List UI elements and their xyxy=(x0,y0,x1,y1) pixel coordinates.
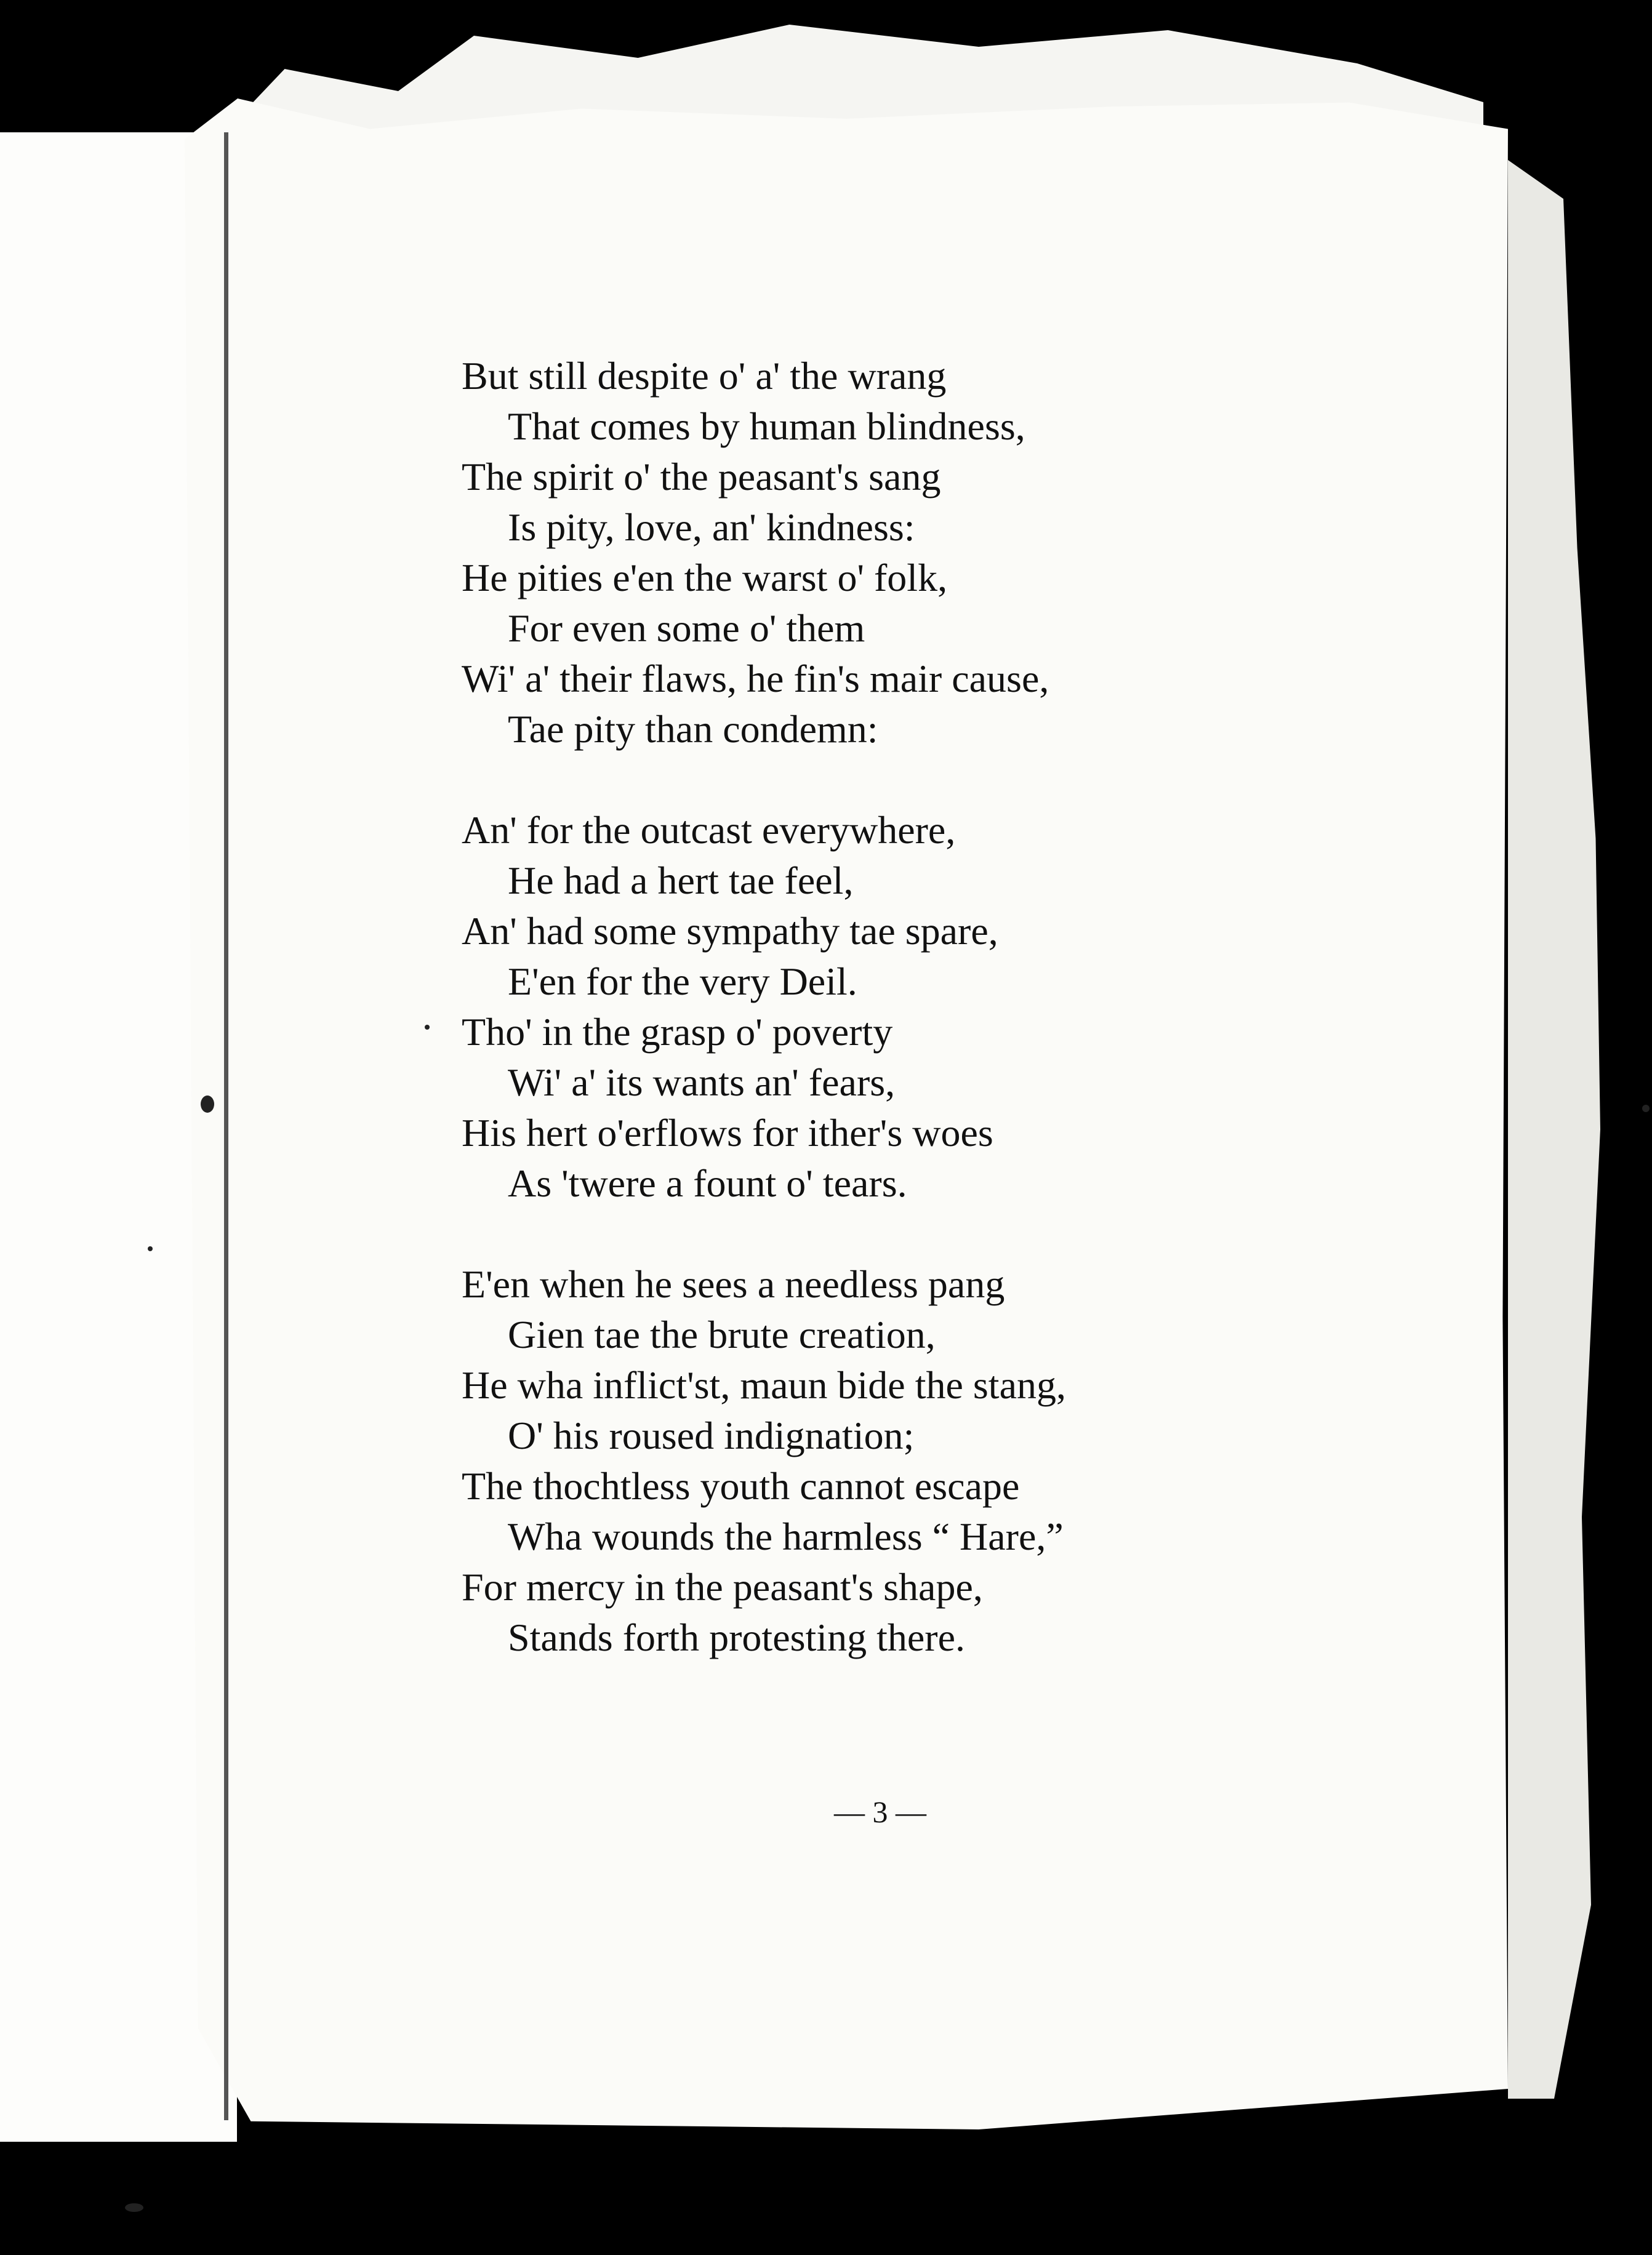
ink-speck xyxy=(148,1246,153,1251)
page-number: — 3 — xyxy=(834,1795,926,1829)
ink-speck xyxy=(125,2203,143,2212)
poem-line: E'en when he sees a needless pang xyxy=(462,1262,1005,1306)
poem-line: Tae pity than condemn: xyxy=(508,707,878,751)
poem-line: Wi' a' its wants an' fears, xyxy=(508,1060,896,1104)
stanza-gap xyxy=(462,1209,1323,1259)
poem-line: The spirit o' the peasant's sang xyxy=(462,455,941,499)
poem-line: He pities e'en the warst o' folk, xyxy=(462,556,948,599)
poem-line: For even some o' them xyxy=(508,606,865,650)
poem-line: An' for the outcast everywhere, xyxy=(462,808,956,852)
poem-line: He had a hert tae feel, xyxy=(508,859,854,902)
poem-body xyxy=(462,351,1323,1663)
poem-line: Wi' a' their flaws, he fin's mair cause, xyxy=(462,657,1049,700)
poem-line: Wha wounds the harmless “ Hare,” xyxy=(508,1515,1064,1558)
poem-line: Is pity, love, an' kindness: xyxy=(508,505,915,549)
stanza-3 xyxy=(462,1259,1323,1663)
poem-line: Stands forth protesting there. xyxy=(508,1616,965,1659)
poem-line: His hert o'erflows for ither's woes xyxy=(462,1111,993,1155)
ink-speck xyxy=(201,1095,214,1113)
poem-line: O' his roused indignation; xyxy=(508,1414,915,1457)
stanza-gap xyxy=(462,755,1323,805)
poem-line: The thochtless youth cannot escape xyxy=(462,1464,1020,1508)
poem-line: But still despite o' a' the wrang xyxy=(462,354,947,398)
poem-line: As 'twere a fount o' tears. xyxy=(508,1161,907,1205)
ink-speck xyxy=(425,1025,430,1030)
poem-line: Gien tae the brute creation, xyxy=(508,1313,936,1356)
page-fold-line xyxy=(224,132,228,2120)
ink-speck xyxy=(1642,1105,1650,1112)
poem-line: E'en for the very Deil. xyxy=(508,959,857,1003)
stanza-2 xyxy=(462,805,1323,1209)
poem-line: An' had some sympathy tae spare, xyxy=(462,909,998,953)
poem-line: He wha inflict'st, maun bide the stang, xyxy=(462,1363,1066,1407)
stanza-1 xyxy=(462,351,1323,755)
poem-line: That comes by human blindness, xyxy=(508,404,1025,448)
poem-line: Tho' in the grasp o' poverty xyxy=(462,1010,893,1054)
poem-line: For mercy in the peasant's shape, xyxy=(462,1565,983,1609)
